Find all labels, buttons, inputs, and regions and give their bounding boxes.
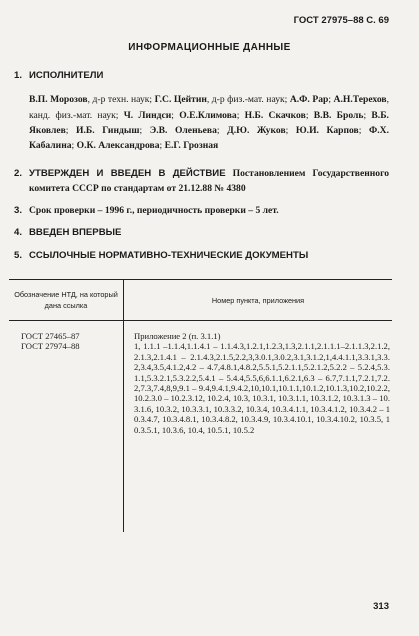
author-title: ; bbox=[358, 124, 369, 136]
doc-reference: ГОСТ 27975–88 С. 69 bbox=[293, 15, 389, 26]
author-name: Э.В. Оленьева bbox=[149, 124, 217, 136]
page-number: 313 bbox=[373, 601, 389, 612]
author-title: , д-р физ.-мат. наук; bbox=[206, 94, 290, 106]
author-name: В.П. Морозов bbox=[29, 94, 88, 106]
section-number: 2. bbox=[14, 168, 23, 179]
references-table bbox=[9, 279, 392, 532]
author-title: ; bbox=[159, 140, 165, 152]
author-title: ; bbox=[328, 94, 334, 106]
section-number: 1. bbox=[14, 70, 23, 81]
section-number: 5. bbox=[14, 250, 23, 261]
author-title: ; bbox=[65, 124, 77, 136]
table-header-row bbox=[9, 280, 392, 321]
authors-list bbox=[14, 92, 389, 153]
review-period-text: Срок проверки – 1996 г., периодичность проверки – 5 лет. bbox=[29, 205, 279, 216]
author-title: ; bbox=[363, 109, 372, 121]
author-name: О.К. Александрова bbox=[76, 140, 160, 152]
author-name: И.Б. Гиндыш bbox=[76, 124, 140, 136]
author-name: Д.Ю. Жуков bbox=[227, 124, 286, 136]
author-title: ; bbox=[305, 109, 314, 121]
section-approval bbox=[14, 166, 389, 197]
gost-item: ГОСТ 27974–88 bbox=[21, 341, 80, 352]
author-title: ; bbox=[236, 109, 245, 121]
author-name: Ф.Х. Кабалина bbox=[29, 124, 389, 152]
author-name: А.Н.Терехов bbox=[333, 94, 387, 106]
section-review-period bbox=[14, 203, 389, 218]
table-row bbox=[9, 321, 392, 533]
author-name: А.Ф. Рар bbox=[289, 94, 329, 106]
section-number: 4. bbox=[14, 227, 23, 238]
clause-list: 1, 1.1.1 –1.1.4,1.1.4.1 – 1.1.4.3,1.2.1,1.2.3,1.3,2.1.1,2.1.1.1–2.1.1.3,2.1.2,2.1.3,2.1.4.1 – 2.1.4.3,2.1.5,2.2,3,3.0.1,3.0.2,3.1,3.1.2,1,4.4.1.1,3.3.1,3.3.2,3.4,3.5,4.1.2,4.2 – 4.7,4.8.1,4.8.2,5.5.1,5.2.1.1,5.2.1.2,5.2.2 – 5.2.4,5.3.1.1,5.3.2.1,5.3.2.2,5.4.1 – 5.4.4,5.5,6,6.1.1,6.2.1,6.3 – 6.7,7.1.1,7.2.1,7.2.2,7.3,7.4,8,9,9.1 – 9.4,9.4.1,9.4.2,10,10.1,10.1.1,10.1.2,10.1.3,10.2,10.2.2,10.2.3.0 – 10.2.3.12, 10.2.4, 10.3, 10.3.1, 10.3.1.1, 10.3.1.2, 10.3.1.3 – 10.3.1.6, 10.3.2, 10.3.3.1, 10.3.3.2, 10.3.4, 10.3.4.1.1, 10.3.4.1.2, 10.3.4.2 – 10.3.4.7, 10.3.4.8.1, 10.3.4.8.2, 10.3.4.9, 10.3.4.10.1, 10.3.4.10.2, 10.3.5, 10.3.5.1, 10.3.6, 10.4, 10.5.1, 10.5.2 bbox=[134, 341, 390, 435]
author-name: Е.Г. Грозная bbox=[164, 140, 219, 152]
author-title: , канд. физ.-мат. наук; bbox=[29, 94, 389, 121]
section-heading: УТВЕРЖДЕН И ВВЕДЕН В ДЕЙСТВИЕ bbox=[29, 168, 226, 179]
column-header-clause: Номер пункта, приложения bbox=[124, 280, 393, 321]
gost-cell bbox=[9, 321, 124, 533]
approval-text: Постановлением Государственного комитета СССР по стандартам от 21.12.88 № 4380 bbox=[29, 168, 389, 195]
author-title: ; bbox=[71, 140, 77, 152]
section-references bbox=[14, 248, 389, 263]
column-header-ntd: Обозначение НТД, на который дана ссылка bbox=[9, 280, 124, 321]
author-title: , д-р техн. наук; bbox=[87, 94, 155, 106]
author-name: Ю.И. Карпов bbox=[295, 124, 359, 136]
section-heading: ССЫЛОЧНЫЕ НОРМАТИВНО-ТЕХНИЧЕСКИЕ ДОКУМЕНТЫ bbox=[29, 250, 309, 261]
page-title: ИНФОРМАЦИОННЫЕ ДАННЫЕ bbox=[128, 42, 291, 53]
appendix-ref: Приложение 2 (п. 3.1.1) bbox=[134, 331, 221, 341]
section-executors bbox=[14, 68, 389, 153]
author-name: В.В. Броль bbox=[313, 109, 364, 121]
author-title: ; bbox=[139, 124, 150, 136]
author-title: ; bbox=[216, 124, 228, 136]
clause-cell bbox=[124, 321, 393, 533]
author-title: ; bbox=[285, 124, 296, 136]
author-name: Ч. Линдси bbox=[123, 109, 172, 121]
author-name: Н.Б. Скачков bbox=[244, 109, 306, 121]
gost-item: ГОСТ 27465–87 bbox=[21, 331, 80, 341]
author-title: ; bbox=[171, 109, 180, 121]
section-heading: ИСПОЛНИТЕЛИ bbox=[29, 70, 104, 81]
section-first-introduced bbox=[14, 225, 389, 240]
author-name: В.Б. Яковлев bbox=[29, 109, 389, 136]
section-heading: ВВЕДЕН ВПЕРВЫЕ bbox=[29, 227, 122, 238]
section-number: 3. bbox=[14, 205, 23, 216]
author-name: О.Е.Климова bbox=[179, 109, 237, 121]
author-name: Г.С. Цейтин bbox=[154, 94, 207, 106]
